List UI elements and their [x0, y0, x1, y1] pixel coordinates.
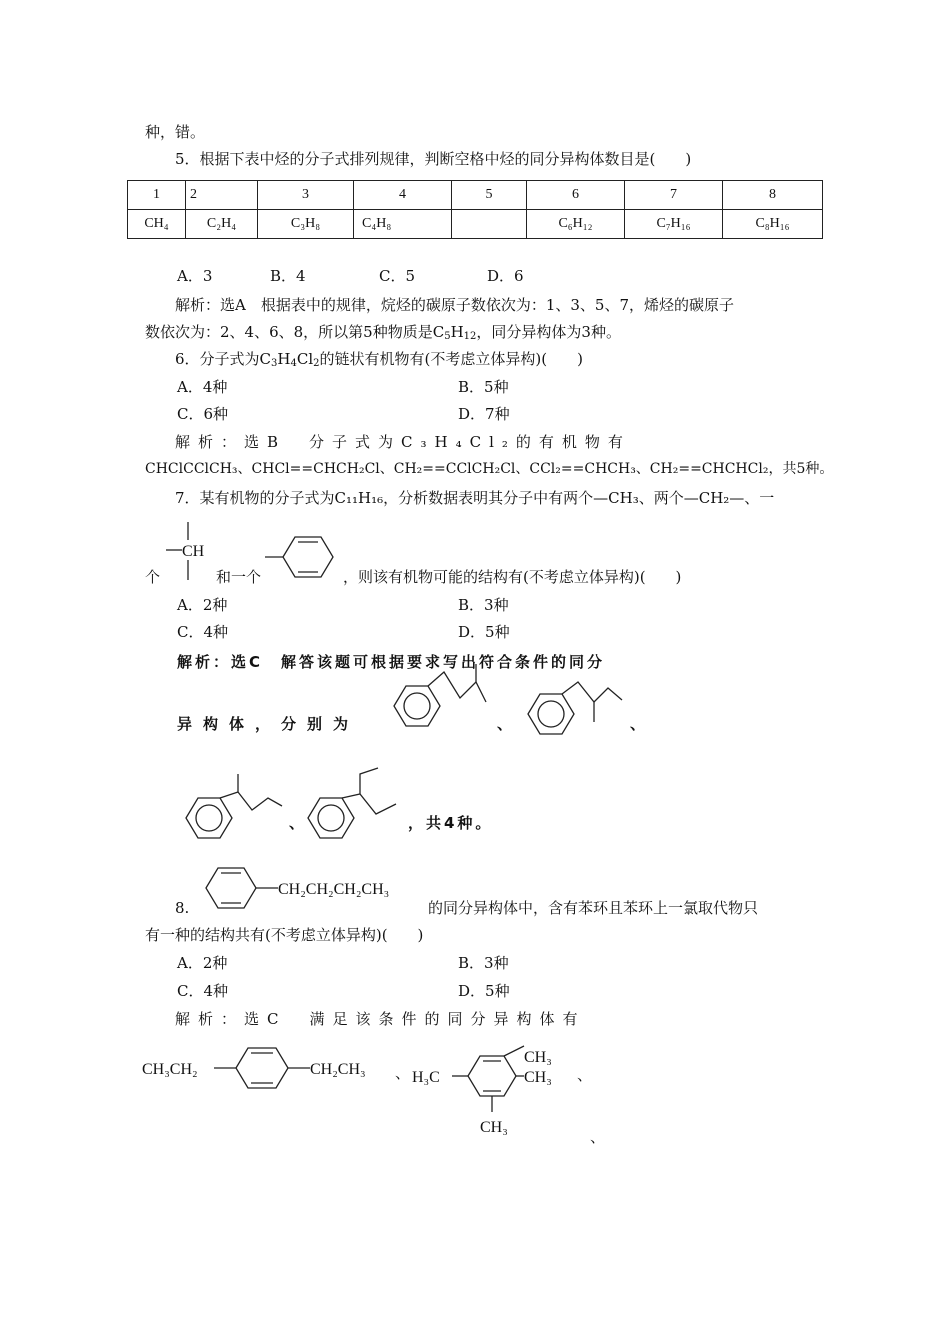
q7-option-a: A．2种 — [177, 596, 228, 614]
q8-analysis: 解析：选C 满足该条件的同分异构体有 — [175, 1010, 586, 1028]
ch-label: CH — [182, 543, 205, 560]
benzene-ring — [206, 868, 256, 908]
subscript: 2 — [313, 358, 320, 369]
q7-text-b: 和一个 — [216, 568, 262, 586]
text-run: 数依次为：2、4、6、8，所以第5种物质是C — [145, 323, 445, 341]
table-cell: CH₄ — [128, 210, 186, 239]
subscript: 12 — [463, 331, 477, 342]
q7-analysis-2: 异构体，分别为 — [177, 715, 360, 733]
bond — [504, 1046, 524, 1056]
table-cell: C₈H₁₆ — [723, 210, 823, 239]
q7-option-c: C．4种 — [177, 623, 229, 641]
table-cell: C₃H₈ — [258, 210, 354, 239]
line-prev: 种，错。 — [145, 123, 206, 141]
question-8-number: 8. — [175, 899, 190, 917]
q6-option-b: B．5种 — [458, 378, 509, 396]
q6-analysis-1: 解析：选B 分子式为C₃H₄Cl₂的有机物有 — [175, 433, 631, 451]
text-run: H — [277, 350, 291, 368]
table-cell: 5 — [452, 181, 527, 210]
aromatic-circle — [318, 805, 344, 831]
benzene-ring — [394, 686, 440, 726]
q6-analysis-2: CHClCClCH₃、CHCl==CHCH₂Cl、CH₂==CClCH₂Cl、CCl₂==CHCH₃、CH₂==CHCHCl₂，共5种。 — [145, 461, 834, 477]
benzene-ring — [468, 1056, 516, 1096]
separator: 、 — [630, 715, 646, 733]
h3c-label: H₃C — [412, 1069, 440, 1086]
q5-option-a: A．3 — [177, 267, 213, 285]
aromatic-circle — [404, 693, 430, 719]
left-group-label: CH₃CH₂ — [142, 1061, 198, 1078]
methyl-label: CH₃ — [524, 1069, 552, 1086]
separator: 、 — [289, 814, 305, 832]
methyl-label: CH₃ — [524, 1049, 552, 1066]
aromatic-circle — [196, 805, 222, 831]
table-cell: C₄H₈ — [354, 210, 452, 239]
question-8-line1: 的同分异构体中，含有苯环且苯环上一氯取代物只 — [428, 899, 759, 917]
subscript: 4 — [290, 358, 297, 369]
q5-option-b: B．4 — [270, 267, 306, 285]
table-cell: C₂H₄ — [186, 210, 258, 239]
carbon-chain — [428, 672, 486, 702]
ch-group-structure — [160, 522, 220, 584]
chain-label: CH₂CH₂CH₂CH₃ — [278, 881, 390, 898]
benzene-ring — [283, 537, 333, 577]
benzene-ring — [236, 1048, 288, 1088]
q5-analysis-2 — [145, 321, 621, 343]
carbon-chain — [220, 792, 282, 810]
isomer-2-structure — [522, 676, 632, 756]
q5-option-c: C．5 — [379, 267, 416, 285]
isomer-4-structure — [304, 766, 414, 866]
q8-option-c: C．4种 — [177, 982, 229, 1000]
q5-analysis-1: 解析：选A 根据表中的规律，烷烃的碳原子数依次为：1、3、5、7，烯烃的碳原子 — [175, 296, 735, 314]
text-run: 的链状有机物有(不考虑立体异构)( ) — [319, 350, 583, 368]
q7-option-b: B．3种 — [458, 596, 509, 614]
separator: 、 — [395, 1064, 411, 1082]
table-row — [128, 181, 823, 210]
q8-option-b: B．3种 — [458, 954, 509, 972]
table-cell: C₆H₁₂ — [527, 210, 625, 239]
methyl-label: CH₃ — [480, 1119, 508, 1136]
text-run: ，同分异构体为3种。 — [476, 323, 621, 341]
q7-analysis-end: ，共4种。 — [408, 814, 494, 832]
table-cell: 7 — [625, 181, 723, 210]
hydrocarbon-table — [127, 180, 823, 239]
isomer-1-structure — [388, 662, 498, 752]
q7-text-a: 个 — [145, 568, 161, 586]
separator: 、 — [497, 715, 513, 733]
subscript: 3 — [271, 358, 278, 369]
phenyl-structure — [265, 535, 345, 579]
table-cell — [452, 210, 527, 239]
q8-option-a: A．2种 — [177, 954, 228, 972]
table-cell: 8 — [723, 181, 823, 210]
table-cell: 1 — [128, 181, 186, 210]
question-5: 5．根据下表中烃的分子式排列规律，判断空格中烃的同分异构体数目是( ) — [175, 150, 692, 168]
question-7-line1: 7．某有机物的分子式为C₁₁H₁₆，分析数据表明其分子中有两个—CH₃、两个—CH₂—、一 — [175, 489, 775, 507]
table-cell: 2 — [186, 181, 258, 210]
q6-option-d: D．7种 — [458, 405, 510, 423]
carbon-chain — [562, 682, 622, 702]
q7-text-c: ，则该有机物可能的结构有(不考虑立体异构)( ) — [343, 568, 682, 586]
q8-option-d: D．5种 — [458, 982, 510, 1000]
subscript: 5 — [444, 331, 451, 342]
aromatic-circle — [538, 701, 564, 727]
q5-option-d: D．6 — [487, 267, 524, 285]
butylbenzene-structure — [200, 866, 440, 910]
text-run: H — [450, 323, 464, 341]
table-cell: 3 — [258, 181, 354, 210]
isomer-3-structure — [182, 772, 292, 862]
table-row — [128, 210, 823, 239]
text-run: 6．分子式为C — [175, 350, 272, 368]
benzene-ring — [528, 694, 574, 734]
right-group-label: CH₂CH₃ — [310, 1061, 366, 1078]
question-6 — [175, 348, 583, 370]
benzene-ring — [308, 798, 354, 838]
table-cell: C₇H₁₆ — [625, 210, 723, 239]
q7-analysis-1: 解析：选C 解答该题可根据要求写出符合条件的同分 — [177, 653, 606, 671]
table-cell: 4 — [354, 181, 452, 210]
text-run: Cl — [296, 350, 314, 368]
q6-option-c: C．6种 — [177, 405, 229, 423]
separator: 、 — [577, 1066, 593, 1084]
benzene-ring — [186, 798, 232, 838]
trimethylbenzene-structure — [410, 1028, 580, 1138]
table-cell: 6 — [527, 181, 625, 210]
separator: 、 — [590, 1128, 606, 1146]
question-8-line2: 有一种的结构共有(不考虑立体异构)( ) — [145, 926, 424, 944]
q7-option-d: D．5种 — [458, 623, 510, 641]
carbon-chain — [360, 768, 378, 794]
diethylbenzene-structure — [142, 1040, 402, 1096]
q6-option-a: A．4种 — [177, 378, 228, 396]
